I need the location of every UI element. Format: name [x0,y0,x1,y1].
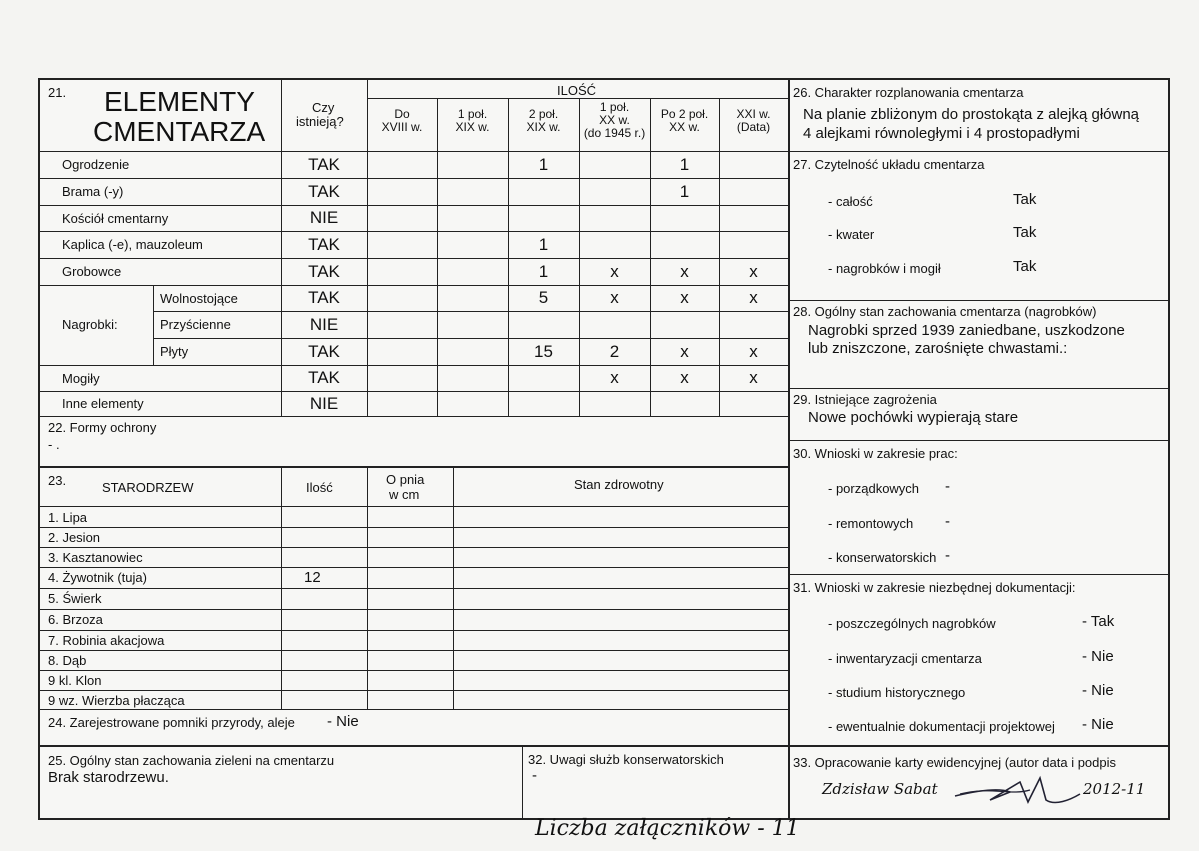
element-period-count: x [749,288,758,307]
element-exists-value: TAK [308,262,340,281]
element-label: Kaplica (-e), mauzoleum [62,237,203,252]
checklist-item-label: - poszczególnych nagrobków [828,616,996,631]
element-label: Płyty [160,344,189,359]
tree-label: 3. Kasztanowiec [48,550,143,565]
period-header-line: XXI w. [736,107,771,121]
element-period-count: x [680,262,689,281]
period-header [579,101,650,140]
period-header-line: (do 1945 r.) [583,126,646,140]
section-31-label: 31. Wnioski w zakresie niezbędnej dokumentacji: [793,580,1076,595]
checklist-item-label: - porządkowych [828,481,920,496]
pnia-header-line2: w cm [389,487,420,502]
checklist-item-label: - kwater [828,227,875,242]
element-exists-value: TAK [308,182,340,201]
element-label: Grobowce [62,264,122,279]
tree-label: 5. Świerk [48,591,102,606]
element-exists-value: TAK [308,342,340,361]
checklist-item-value: - Nie [1082,716,1114,733]
checklist-item-value: Tak [1013,191,1037,208]
element-exists-value: TAK [308,368,340,387]
checklist-item-label: - inwentaryzacji cmentarza [828,651,982,666]
checklist-item-label: - ewentualnie dokumentacji projektowej [828,719,1055,734]
element-label: Mogiły [62,371,100,386]
element-label: Brama (-y) [62,184,124,199]
ilosc-header: ILOŚĆ [557,83,597,98]
section-32-value: - [532,767,537,784]
element-label: Inne elementy [62,396,144,411]
checklist-item-label: - studium historycznego [828,685,966,700]
section-33-label: 33. Opracowanie karty ewidencyjnej (autor data i podpis [793,755,1117,770]
element-period-count: x [749,368,758,387]
element-period-count: 5 [538,288,549,307]
tree-label: 6. Brzoza [48,612,103,627]
checklist-item-value: - [945,547,950,564]
section-24-label: 24. Zarejestrowane pomniki przyrody, aleje [48,715,295,730]
period-header-line: (Data) [736,120,771,134]
period-header-line: XIX w. [526,120,561,134]
checklist-item-label: - remontowych [828,516,914,531]
section-21-title-line2: CMENTARZA [93,116,266,147]
checklist-item-value: Tak [1013,224,1037,241]
signature-icon [950,770,1085,810]
stan-zdrowotny-header: Stan zdrowotny [574,477,664,492]
author-name: Zdzisław Sabat [822,780,938,798]
element-period-count: 1 [679,182,690,201]
element-label: Wolnostojące [160,291,238,306]
section-28-line1: Nagrobki sprzed 1939 zaniedbane, uszkodzone [808,322,1125,339]
period-header-line: Do [394,107,410,121]
period-header [508,108,579,134]
section-23-number: 23. [48,473,67,488]
tree-label: 8. Dąb [48,653,87,668]
section-24-value: - Nie [327,713,359,730]
section-25-value: Brak starodrzewu. [48,769,169,786]
period-header [719,108,788,134]
tree-label: 9 wz. Wierzba płacząca [48,693,185,708]
tree-label: 9 kl. Klon [48,673,102,688]
section-29-value: Nowe pochówki wypierają stare [808,409,1019,426]
period-header-line: 2 poł. [528,107,559,121]
element-period-count: 1 [538,262,549,281]
tree-label: 7. Robinia akacjowa [48,633,165,648]
element-period-count: 15 [534,342,553,361]
checklist-item-label: - nagrobków i mogił [828,261,941,276]
section-28-label: 28. Ogólny stan zachowania cmentarza (nagrobków) [793,304,1097,319]
element-period-count: x [680,368,689,387]
ilosc-column-header: Ilość [306,480,333,495]
tree-label: 1. Lipa [48,510,88,525]
element-exists-value: TAK [308,235,340,254]
period-header-line: 1 poł. [457,107,488,121]
element-label: Kościół cmentarny [62,211,169,226]
section-26-label: 26. Charakter rozplanowania cmentarza [793,85,1024,100]
section-21-title-line1: ELEMENTY [104,86,255,117]
element-label: Przyścienne [160,317,231,332]
element-exists-value: NIE [309,394,339,413]
element-period-count: x [610,368,619,387]
element-period-count: x [680,288,689,307]
checklist-item-value: - [945,513,950,530]
czy-header-line2: istnieją? [296,114,344,129]
period-header-line: XVIII w. [381,120,423,134]
section-32-label: 32. Uwagi służb konserwatorskich [528,752,724,767]
section-26-line1: Na planie zbliżonym do prostokąta z alejką główną [803,106,1140,123]
period-header-line: XX w. [669,120,700,134]
czy-header-line1: Czy [312,100,335,115]
section-21-number: 21. [48,85,67,100]
element-period-count: 2 [609,342,620,361]
section-26-line2: 4 alejkami równoległymi i 4 prostopadłymi [803,125,1080,142]
checklist-item-value: - [945,478,950,495]
element-exists-value: NIE [309,208,339,227]
period-header [367,108,437,134]
checklist-item-value: - Tak [1082,613,1115,630]
section-27-label: 27. Czytelność układu cmentarza [793,157,985,172]
section-29-label: 29. Istniejące zagrożenia [793,392,937,407]
section-30-label: 30. Wnioski w zakresie prac: [793,446,958,461]
element-exists-value: TAK [308,288,340,307]
section-25-label: 25. Ogólny stan zachowania zieleni na cmentarzu [48,753,335,768]
section-22-value: - . [48,437,60,452]
checklist-item-value: - Nie [1082,682,1114,699]
element-period-count: 1 [679,155,690,174]
period-header-line: XX w. [599,113,630,127]
nagrobki-label: Nagrobki: [62,317,118,332]
element-period-count: x [749,342,758,361]
element-label: Ogrodzenie [62,157,130,172]
element-exists-value: NIE [309,315,339,334]
signature-date: 2012-11 [1083,780,1146,798]
period-header-line: 1 poł. [599,100,630,114]
checklist-item-value: - Nie [1082,648,1114,665]
section-22-label: 22. Formy ochrony [48,420,157,435]
element-period-count: x [610,262,619,281]
pnia-header-line1: O pnia [386,472,425,487]
section-28-line2: lub zniszczone, zarośnięte chwastami.: [808,340,1068,357]
element-period-count: x [680,342,689,361]
checklist-item-label: - konserwatorskich [828,550,937,565]
tree-quantity: 12 [304,569,321,586]
checklist-item-value: Tak [1013,258,1037,275]
period-header-line: XIX w. [455,120,490,134]
element-period-count: 1 [538,155,549,174]
element-period-count: 1 [538,235,549,254]
attachments-note: Liczba załączników - 11 [535,816,800,841]
tree-label: 2. Jesion [48,530,101,545]
period-header-line: Po 2 poł. [660,107,709,121]
period-header [650,108,719,134]
tree-label: 4. Żywotnik (tuja) [48,570,147,585]
period-header [437,108,508,134]
starodrzew-title: STARODRZEW [102,480,194,495]
element-period-count: x [749,262,758,281]
checklist-item-label: - całość [828,194,873,209]
element-exists-value: TAK [308,155,340,174]
element-period-count: x [610,288,619,307]
